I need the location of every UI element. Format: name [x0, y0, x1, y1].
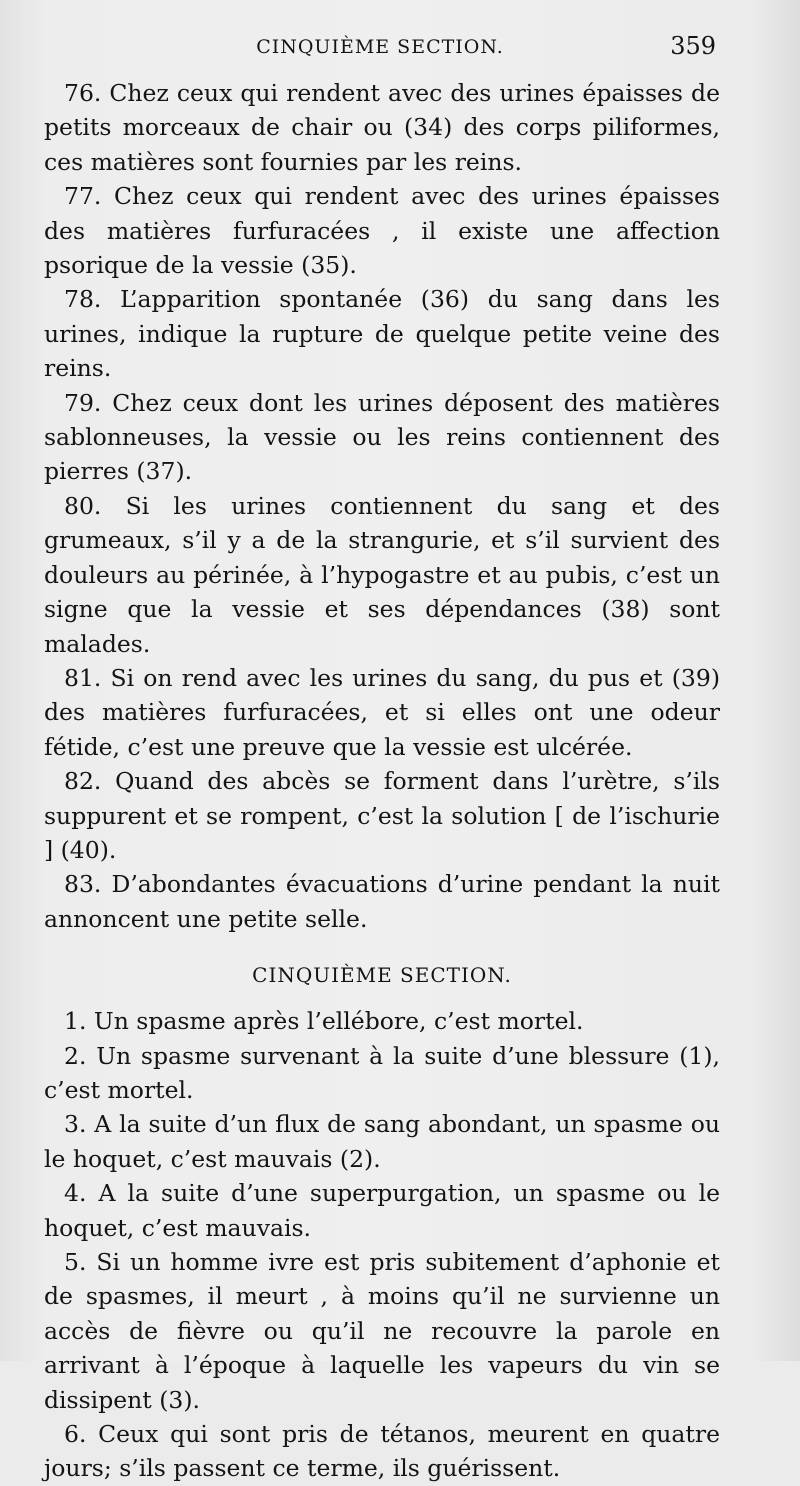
aphorism-v-1: 1. Un spasme après l’ellébore, c’est mortel. [64, 1007, 584, 1036]
aphorism-82: 82. Quand des abcès se forment dans l’urètre, s’ils suppurent et se rompent, c’est la solution [ de l’ischurie ] (40). [44, 767, 720, 864]
aphorism-v-5: 5. Si un homme ivre est pris subitement d’aphonie et de spasmes, il meurt , à moins qu’il ne survienne un accès de fièvre ou qu’il ne recouvre la parole en arrivant à l’époque à laquelle les vapeurs du vin se dissipent (3). [44, 1248, 720, 1414]
aphorism-v-4: 4. A la suite d’une superpurgation, un spasme ou le hoquet, c’est mauvais. [44, 1179, 720, 1242]
aphorism-81: 81. Si on rend avec les urines du sang, du pus et (39) des matières furfuracées, et si elles ont une odeur fétide, c’est une preuve que la vessie est ulcérée. [44, 663, 720, 761]
page-body [44, 76, 720, 1486]
aphorism-77: 77. Chez ceux qui rendent avec des urines épaisses des matières furfuracées , il existe une affection psorique de la vessie (35). [44, 182, 720, 280]
section-title: CINQUIÈME SECTION. [252, 963, 512, 988]
aphorism-76: 76. Chez ceux qui rendent avec des urines épaisses de petits morceaux de chair ou (34) des corps piliformes, ces matières sont fournies par les reins. [44, 79, 720, 176]
aphorism-v-2: 2. Un spasme survenant à la suite d’une blessure (1), c’est mortel. [44, 1041, 720, 1104]
aphorism-80: 80. Si les urines contiennent du sang et des grumeaux, s’il y a de la strangurie, et s’il survient des douleurs au périnée, à l’hypogastre et au pubis, c’est un signe que la vessie et ses dépendances (38) sont malades. [44, 491, 720, 658]
aphorism-79: 79. Chez ceux dont les urines déposent des matières sablonneuses, la vessie ou les reins contiennent des pierres (37). [44, 388, 720, 486]
aphorism-v-3: 3. A la suite d’un flux de sang abondant, un spasme ou le hoquet, c’est mauvais (2). [44, 1110, 720, 1173]
aphorism-78: 78. L’apparition spontanée (36) du sang dans les urines, indique la rupture de quelque petite veine des reins. [44, 285, 720, 383]
page-number: 359 [670, 32, 716, 60]
aphorism-v-6: 6. Ceux qui sont pris de tétanos, meurent en quatre jours; s’ils passent ce terme, ils guérissent. [44, 1420, 720, 1483]
aphorism-83: 83. D’abondantes évacuations d’urine pendant la nuit annoncent une petite selle. [44, 870, 720, 933]
page-header [44, 30, 716, 64]
running-head: CINQUIÈME SECTION. [256, 36, 504, 58]
